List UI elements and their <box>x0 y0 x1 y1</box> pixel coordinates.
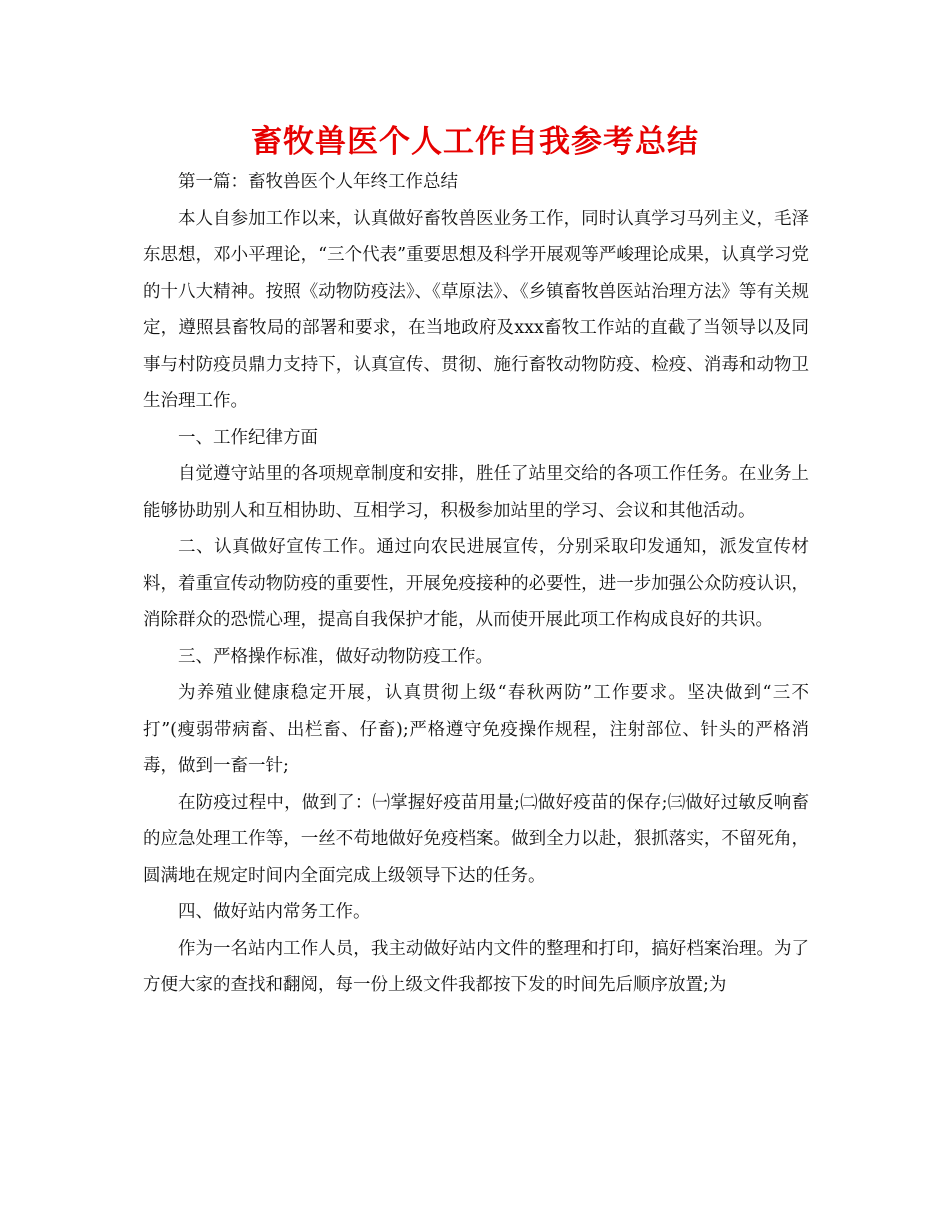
epidemic-paragraph-2: 在防疫过程中，做到了：㈠掌握好疫苗用量;㈡做好疫苗的保存;㈢做好过敏反响畜的应急处理工作等，一丝不苟地做好免疫档案。做到全力以赴，狠抓落实，不留死角，圆满地在规定时间内全面完成上级领导下达的任务。 <box>143 792 809 886</box>
document-body <box>143 164 809 1004</box>
document-title: 畜牧兽医个人工作自我参考总结 <box>251 124 699 160</box>
section-heading-epidemic: 三、严格操作标准，做好动物防疫工作。 <box>178 646 493 667</box>
routine-paragraph: 作为一名站内工作人员，我主动做好站内文件的整理和打印，搞好档案治理。为了方便大家的查找和翻阅，每一份上级文件我都按下发的时间先后顺序放置;为 <box>143 938 809 995</box>
section-heading-routine: 四、做好站内常务工作。 <box>178 902 371 922</box>
section-heading-1: 第一篇：畜牧兽医个人年终工作总结 <box>178 172 458 192</box>
discipline-paragraph: 自觉遵守站里的各项规章制度和安排，胜任了站里交给的各项工作任务。在业务上能够协助别人和互相协助、互相学习，积极参加站里的学习、会议和其他活动。 <box>143 464 809 521</box>
epidemic-paragraph-1: 为养殖业健康稳定开展，认真贯彻上级“春秋两防”工作要求。坚决做到“三不打”(瘦弱带病畜、出栏畜、仔畜);严格遵守免疫操作规程，注射部位、针头的严格消毒，做到一畜一针; <box>143 683 809 776</box>
section-heading-discipline: 一、工作纪律方面 <box>178 427 318 448</box>
intro-paragraph: 本人自参加工作以来，认真做好畜牧兽医业务工作，同时认真学习马列主义，毛泽东思想，邓小平理论，“三个代表”重要思想及科学开展观等严峻理论成果，认真学习党的十八大精神。按照《动物防疫法》、《草原法》、《乡镇畜牧兽医站治理方法》等有关规定，遵照县畜牧局的部署和要求，在当地政府及xxx畜牧工作站的直截了当领导以及同事与村防疫员鼎力支持下，认真宣传、贯彻、施行畜牧动物防疫、检疫、消毒和动物卫生治理工作。 <box>143 208 809 411</box>
publicity-paragraph: 二、认真做好宣传工作。通过向农民进展宣传，分别采取印发通知，派发宣传材料，着重宣传动物防疫的重要性，开展免疫接种的必要性，进一步加强公众防疫认识，消除群众的恐慌心理，提高自我保护才能，从而使开展此项工作构成良好的共识。 <box>143 537 809 630</box>
